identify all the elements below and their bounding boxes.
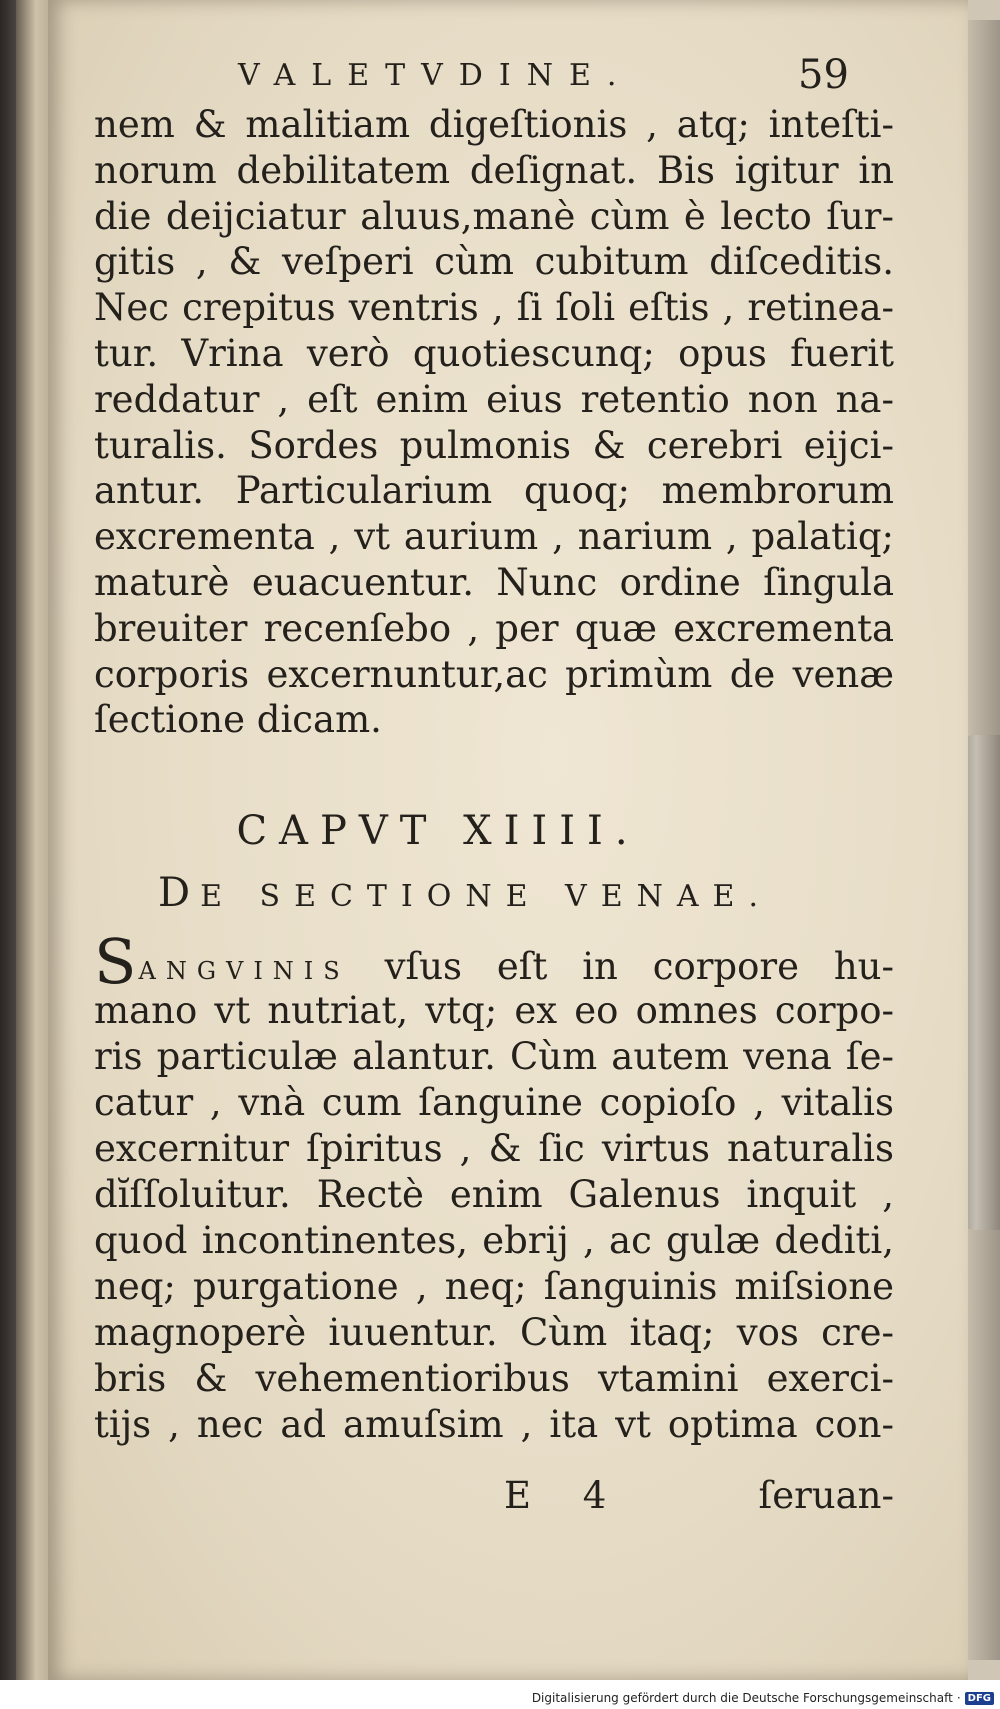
text-line: catur , vnà cum ſanguine copioſo , vitalis (94, 1081, 894, 1124)
book-spine (0, 0, 16, 1680)
text-line: nem & malitiam digeſtionis , atq; inteſti- (94, 103, 894, 146)
first-line-rest: vſus eſt in corpore hu- (384, 945, 894, 988)
smallcaps-word: ANGVINIS (138, 957, 350, 985)
catchword: ſeruan- (758, 1474, 894, 1517)
drop-cap: S (94, 925, 137, 998)
page-footer (94, 1474, 894, 1520)
paragraph-1 (94, 102, 894, 743)
digitization-credit: Digitalisierung gefördert durch die Deutsche Forschungsgemeinschaft · DFG (532, 1691, 994, 1705)
book-page (48, 0, 968, 1680)
text-line: excrementa , vt aurium , narium , palatiq; (94, 515, 894, 559)
text-line: tijs , nec ad amuſsim , ita vt optima con- (94, 1403, 894, 1446)
text-line: Nec crepitus ventris , ſi ſoli eſtis , retinea- (94, 286, 894, 330)
text-line: reddatur , eſt enim eius retentio non na- (94, 377, 894, 421)
text-line: ſectione dicam. (94, 698, 382, 742)
text-line-first (94, 925, 894, 998)
text-line: die deijciatur aluus,manè cùm è lecto ſur- (94, 194, 894, 238)
credit-text: Digitalisierung gefördert durch die Deutsche Forschungsgemeinschaft (531, 1691, 953, 1705)
page-number: 59 (798, 52, 849, 98)
page-header (48, 52, 968, 98)
text-line: breuiter recenſebo , per quæ excrementa (94, 606, 894, 650)
dfg-logo: DFG (965, 1692, 994, 1705)
text-line: corporis excernuntur,ac primùm de venæ (94, 652, 894, 696)
text-line: magnoperè iuuentur. Cùm itaq; vos cre- (94, 1311, 894, 1354)
text-line: bris & vehementioribus vtamini exerci- (94, 1357, 894, 1400)
signature-mark: E 4 (504, 1474, 627, 1517)
text-line: maturè euacuentur. Nunc ordine ſingula (94, 560, 894, 604)
text-line: gitis , & veſperi cùm cubitum diſceditis. (94, 240, 894, 284)
subtitle-initial: D (158, 870, 201, 916)
text-line: turalis. Sordes pulmonis & cerebri eijci- (94, 423, 894, 467)
text-line: tur. Vrina verò quotiescunq; opus fuerit (94, 331, 894, 375)
text-line: antur. Particularium quoq; membrorum (94, 469, 894, 513)
text-line: norum debilitatem deſignat. Bis igitur in (94, 148, 894, 192)
text-line: mano vt nutriat, vtq; ex eo omnes corpo- (94, 989, 894, 1032)
subtitle-text: E SECTIONE VENAE. (200, 879, 772, 914)
text-line: neq; purgatione , neq; ſanguinis miſsione (94, 1265, 894, 1308)
text-line: quod incontinentes, ebrij , ac gulæ dediti, (94, 1219, 894, 1262)
text-line: ris particulæ alantur. Cùm autem vena ſe- (94, 1035, 894, 1078)
paragraph-2 (94, 925, 894, 1448)
running-head: VALETVDINE. (238, 58, 633, 93)
chapter-subtitle (158, 870, 772, 916)
text-line: dĭſſoluitur. Rectè enim Galenus inquit , (94, 1173, 894, 1216)
text-line: excernitur ſpiritus , & ſic virtus naturalis (94, 1127, 894, 1170)
chapter-title: CAPVT XIIII. (236, 808, 640, 854)
previous-page-edge (0, 0, 48, 1680)
